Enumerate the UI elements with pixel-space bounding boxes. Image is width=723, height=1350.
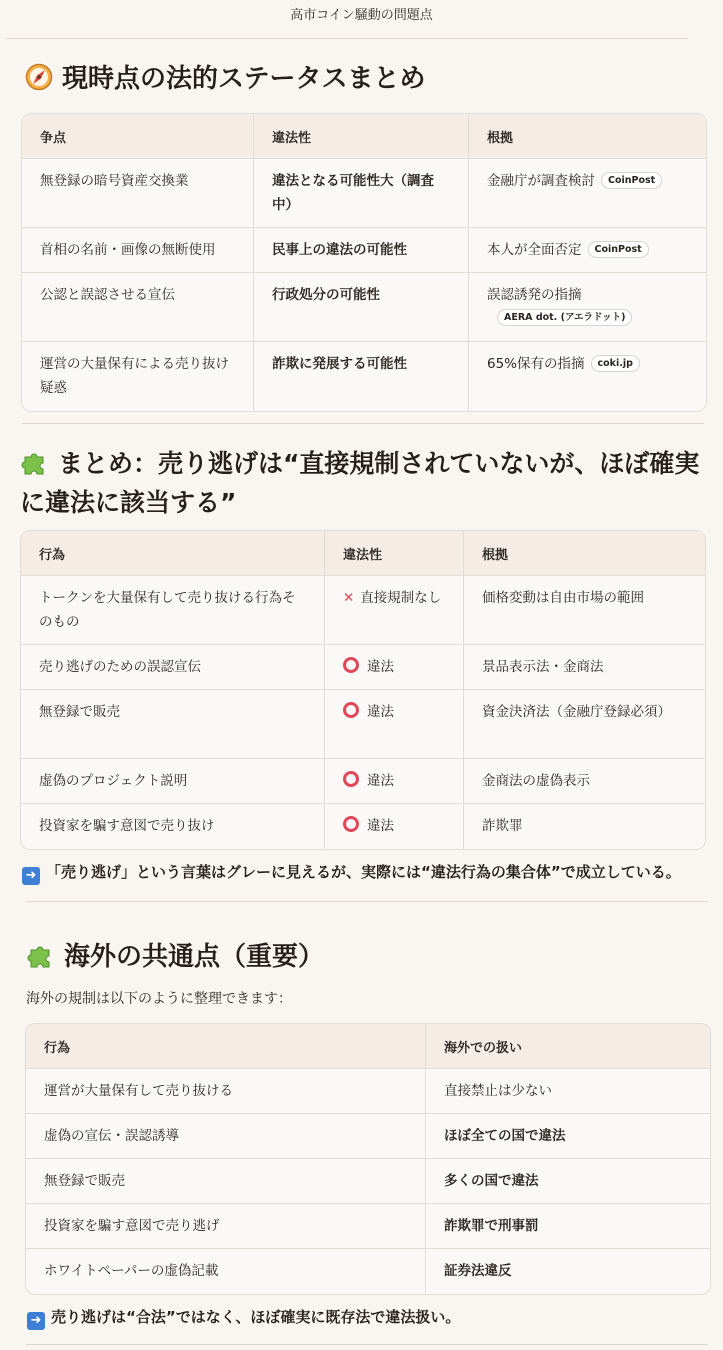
circle-mark-icon: [343, 702, 359, 718]
source-link-badge[interactable]: CoinPost: [588, 241, 649, 258]
compass-icon: [24, 60, 54, 98]
column-header: 行為: [26, 1024, 426, 1069]
basis-cell: 資金決済法（金融庁登録必須）: [464, 690, 705, 759]
legality-cell: [325, 690, 464, 759]
note-text: 売り逃げは“合法”ではなく、ほぼ確実に既存法で違法扱い。: [51, 1308, 461, 1326]
overseas-table: [25, 1023, 711, 1295]
legality-cell: [325, 759, 464, 804]
basis-cell: [469, 273, 706, 342]
table-row: [26, 1159, 710, 1204]
divider: [6, 38, 688, 39]
circle-mark-icon: [343, 816, 359, 832]
act-cell: 虚偽の宣伝・誤認誘導: [26, 1114, 426, 1159]
table-row: [26, 1249, 710, 1294]
column-header: 根拠: [464, 531, 705, 576]
table-header-row: [22, 114, 706, 159]
section-heading-text: 現時点の法的ステータスまとめ: [62, 64, 426, 94]
legality-cell: [325, 645, 464, 690]
table-row: [21, 759, 705, 804]
section-heading-summary: [20, 444, 710, 522]
divider: [26, 901, 708, 902]
legality-text: 違法: [367, 773, 394, 789]
source-link-badge[interactable]: coki.jp: [591, 355, 640, 372]
issue-cell: 公認と誤認させる宣伝: [22, 273, 254, 342]
puzzle-piece-icon: [26, 937, 56, 977]
overseas-note: [27, 1306, 460, 1330]
note-text: 「売り逃げ」という言葉はグレーに見えるが、実際には“違法行為の集合体”で成立している。: [46, 863, 681, 881]
legality-text: 違法: [367, 659, 394, 675]
act-cell: トークンを大量保有して売り抜ける行為そのもの: [21, 576, 325, 645]
legality-text: 違法: [367, 704, 394, 720]
table-row: [21, 804, 705, 849]
act-cell: 虚偽のプロジェクト説明: [21, 759, 325, 804]
legality-cell: [325, 576, 464, 645]
circle-mark-icon: [343, 771, 359, 787]
act-cell: 売り逃げのための誤認宣伝: [21, 645, 325, 690]
source-link-badge[interactable]: CoinPost: [601, 172, 662, 189]
column-header: 違法性: [254, 114, 469, 159]
basis-cell: [469, 228, 706, 273]
table-row: [26, 1204, 710, 1249]
treatment-cell: 直接禁止は少ない: [426, 1069, 710, 1114]
divider: [22, 423, 704, 424]
basis-cell: 価格変動は自由市場の範囲: [464, 576, 705, 645]
legality-text: 直接規制なし: [360, 590, 442, 606]
treatment-cell: 詐欺罪で刑事罰: [426, 1204, 710, 1249]
table-row: [26, 1114, 710, 1159]
section-intro: 海外の規制は以下のように整理できます：: [26, 991, 292, 1007]
table-row: [22, 273, 706, 342]
legality-cell: [325, 804, 464, 849]
column-header: 争点: [22, 114, 254, 159]
act-cell: 無登録で販売: [26, 1159, 426, 1204]
table-header-row: [21, 531, 705, 576]
basis-cell: 詐欺罪: [482, 818, 523, 834]
section-heading-legal-status: [24, 60, 425, 98]
puzzle-piece-icon: [20, 444, 50, 483]
table-row: [21, 690, 705, 759]
act-cell: 投資家を騙す意図で売り逃げ: [26, 1204, 426, 1249]
divider: [26, 1344, 708, 1345]
section-heading-text: 海外の共通点（重要）: [64, 942, 325, 972]
column-header: 海外での扱い: [426, 1024, 710, 1069]
section-heading-overseas: [26, 937, 324, 977]
issue-cell: 首相の名前・画像の無断使用: [22, 228, 254, 273]
table-row: [22, 342, 706, 411]
issue-cell: 運営の大量保有による売り抜け疑惑: [22, 342, 254, 411]
basis-cell: 金商法の虚偽表示: [464, 759, 705, 804]
treatment-cell: 多くの国で違法: [426, 1159, 710, 1204]
treatment-cell: ほぼ全ての国で違法: [426, 1114, 710, 1159]
table-row: [22, 228, 706, 273]
legality-cell: 違法となる可能性大（調査中）: [254, 159, 469, 228]
right-arrow-icon: ➜: [22, 867, 40, 885]
table-row: [21, 576, 705, 645]
cross-mark-icon: ✕: [343, 590, 355, 606]
basis-text: 金融庁が調査検討: [487, 173, 595, 189]
legality-cell: 詐欺に発展する可能性: [254, 342, 469, 411]
basis-cell: [469, 342, 706, 411]
legal-status-table: [21, 113, 707, 412]
legality-cell: 行政処分の可能性: [254, 273, 469, 342]
table-row: [22, 159, 706, 228]
legality-text: 違法: [367, 818, 394, 834]
basis-text: 本人が全面否定: [487, 242, 582, 258]
column-header: 行為: [21, 531, 325, 576]
issue-cell: 無登録の暗号資産交換業: [22, 159, 254, 228]
right-arrow-icon: ➜: [27, 1312, 45, 1330]
act-cell: 無登録で販売: [21, 690, 325, 759]
circle-mark-icon: [343, 657, 359, 673]
basis-text: 65%保有の指摘: [487, 356, 585, 372]
column-header: 根拠: [469, 114, 706, 159]
act-cell: ホワイトペーパーの虚偽記載: [26, 1249, 426, 1294]
basis-text: 誤認誘発の指摘: [487, 287, 582, 303]
basis-cell: 景品表示法・金商法: [464, 645, 705, 690]
table-header-row: [26, 1024, 710, 1069]
section-heading-text: まとめ：売り逃げは“直接規制されていないが、ほぼ確実に違法に該当する”: [20, 449, 700, 517]
summary-table: [20, 530, 706, 850]
source-link-badge[interactable]: AERA dot. (アエラドット): [497, 309, 632, 326]
legality-cell: 民事上の違法の可能性: [254, 228, 469, 273]
window-title: 高市コイン騒動の問題点: [290, 8, 433, 23]
treatment-cell: 証券法違反: [444, 1263, 512, 1279]
act-cell: 投資家を騙す意図で売り抜け: [21, 804, 325, 849]
summary-note: [22, 861, 681, 885]
act-cell: 運営が大量保有して売り抜ける: [26, 1069, 426, 1114]
table-row: [26, 1069, 710, 1114]
column-header: 違法性: [325, 531, 464, 576]
table-row: [21, 645, 705, 690]
basis-cell: [469, 159, 706, 228]
